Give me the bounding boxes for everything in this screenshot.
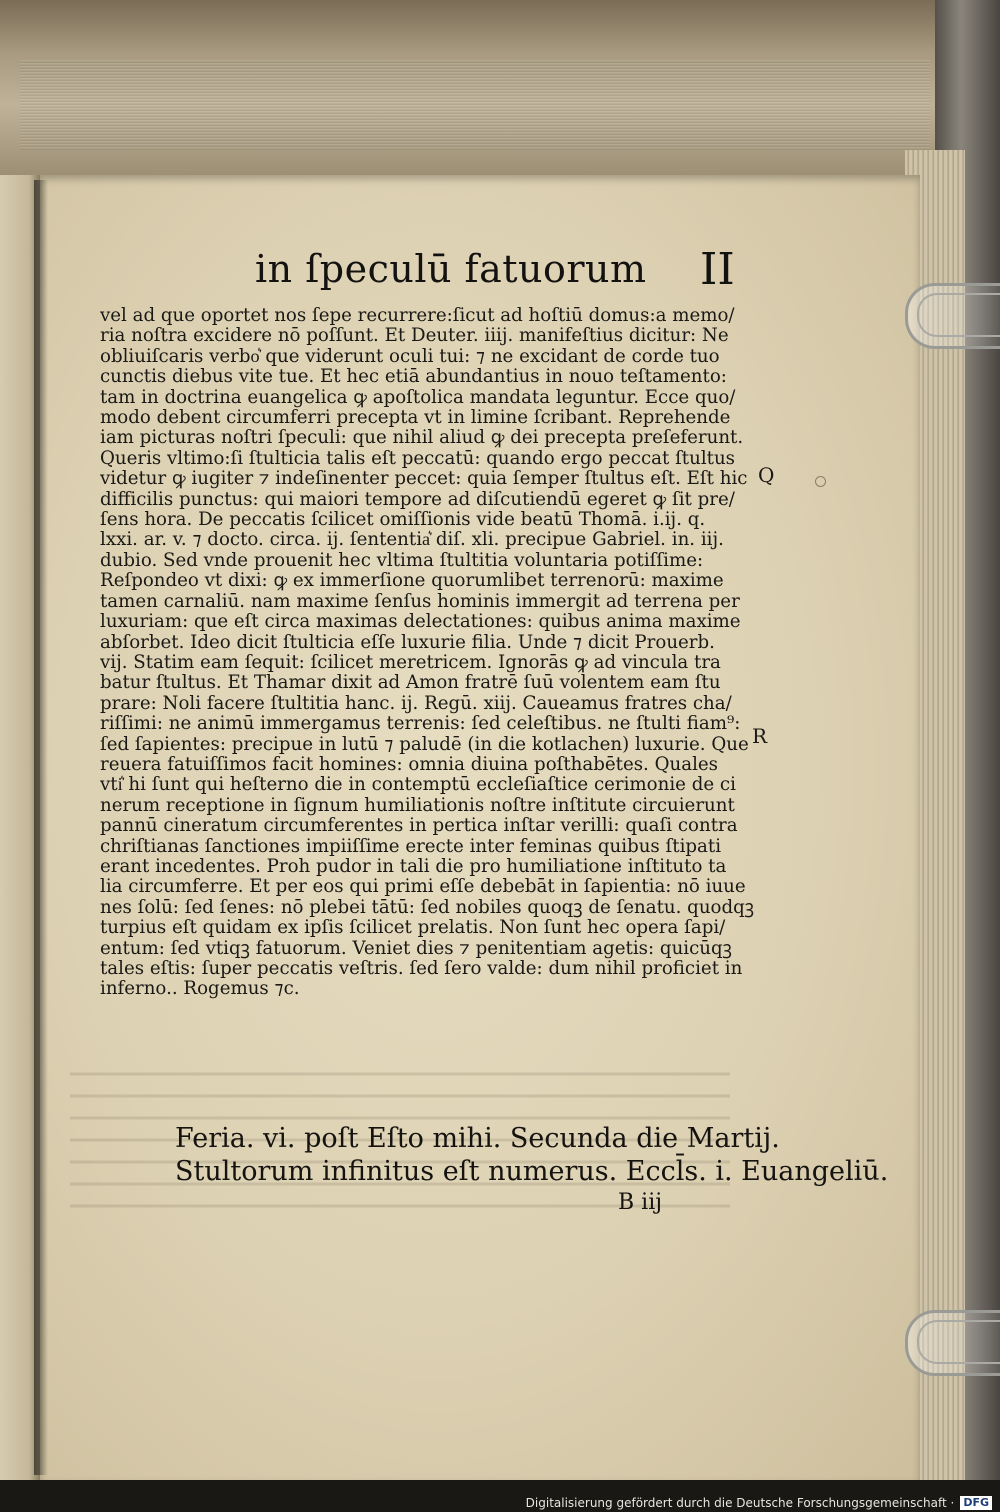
credit-text: Digitalisierung gefördert durch die Deutsche Forschungsgemeinschaft · <box>525 1495 955 1510</box>
text-line: videtur ꝙ iugiter ⁊ indeſinenter peccet: quia ſemper ſtultus eſt. Eſt hic <box>100 469 748 490</box>
text-line: vti͛ hi ſunt qui heſterno die in contemptū eccleſiaſtice cerimonie de ci <box>100 775 736 796</box>
text-line: vij. Statim eam ſequit: ſcilicet meretricem. Ignorās ꝙ ad vincula tra <box>100 652 721 673</box>
text-line: ſens hora. De peccatis ſcilicet omiſſionis vide beatū Thomā. i.ij. q. <box>100 510 706 531</box>
text-line: prare: Noli facere ſtultitia hanc. ij. Regū. xiij. Caueamus fratres cha/ <box>100 693 732 714</box>
text-line: ria noſtra excidere nō poſſunt. Et Deuter. iiij. manifeſtius dicitur: Ne <box>100 326 729 347</box>
running-head-title: in ſpeculū fatuorum <box>255 247 647 291</box>
text-line: entum: ſed vtiqꝫ fatuorum. Veniet dies ⁊ penitentiam agetis: quicūqꝫ <box>100 938 732 959</box>
text-line: Queris vltimo:ſi ſtulticia talis eſt peccatū: quando ergo peccat ſtultus <box>100 448 735 469</box>
text-line: luxuriam: que eſt circa maximas delectationes: quibus anima maxime <box>100 612 741 633</box>
text-line: riſſimi: ne animū immergamus terrenis: ſed celeſtibus. ne ſtulti fiam⁹: <box>100 714 741 735</box>
text-line: tamen carnaliū. nam maxime ſenſus hominis immergit ad terrena per <box>100 591 740 612</box>
clip-inner <box>917 293 1000 337</box>
text-line: difficilis punctus: qui maiori tempore ad diſcutiendū egeret ꝙ ſit pre/ <box>100 489 735 510</box>
text-line: nerum receptione in ſignum humiliationis noſtre inſtitute circuierunt <box>100 795 735 816</box>
signature-mark: B iij <box>618 1190 663 1215</box>
text-line: erant incedentes. Proh pudor in tali die pro humiliatione inſtituto ta <box>100 856 727 877</box>
text-line: Reſpondeo vt dixi: ꝙ ex immerſione quorumlibet terrenorū: maxime <box>100 571 724 592</box>
rubric-line-2: Stultorum infinitus eſt numerus. Eccl̄s. i. Euangeliū. <box>175 1156 889 1187</box>
text-line: lxxi. ar. v. ⁊ docto. circa. ij. ſententia͛ diſ. xli. precipue Gabriel. in. iij. <box>100 530 724 551</box>
page-block-top-edge <box>0 0 960 175</box>
text-line: vel ad que oportet nos ſepe recurrere:ſicut ad hoſtiū domus:a memo/ <box>100 306 735 326</box>
text-line: tales eſtis: ſuper peccatis veſtris. ſed ſero valde: dum nihil proficiet in <box>100 959 743 979</box>
text-line: inferno.. Rogemus ⁊c. <box>100 979 300 1000</box>
paper-hole <box>815 476 826 487</box>
rubric-heading <box>175 1123 888 1187</box>
clip-inner <box>917 1320 1000 1364</box>
text-line: obliuiſcaris verbo͛ que viderunt oculi tui: ⁊ ne excidant de corde tuo <box>100 346 720 367</box>
page-gutter-shadow <box>34 180 48 1475</box>
margin-letter-r: R <box>752 724 768 748</box>
text-line: tam in doctrina euangelica ꝙ apoſtolica mandata leguntur. Ecce quo/ <box>100 387 736 408</box>
text-line: modo debent circumferri precepta vt in limine ſcribant. Reprehende <box>100 408 731 429</box>
text-line: dubio. Sed vnde prouenit hec vltima ſtultitia voluntaria potiſſime: <box>100 550 704 571</box>
page-clip-bottom <box>895 1310 1000 1370</box>
text-line: abſorbet. Ideo dicit ſtulticia eſſe luxurie filia. Unde ⁊ dicit Prouerb. <box>100 632 715 653</box>
running-head-numeral: II <box>700 244 735 295</box>
body-text-block <box>100 306 770 1000</box>
text-line: chriſtianas ſanctiones impiiſſime erecte inter feminas quibus ſtipati <box>100 836 722 857</box>
text-line: nes ſolū: ſed ſenes: nō plebei tātū: ſed nobiles quoqꝫ de ſenatu. quodqꝫ <box>100 897 755 918</box>
page-clip-top <box>895 283 1000 343</box>
text-line: ſed ſapientes: precipue in lutū ⁊ paludē (in die kotlachen) luxurie. Que <box>100 734 749 755</box>
text-line: pannū cineratum circumferentes in pertica inſtar verilli: quaſi contra <box>100 816 738 837</box>
text-line: iam picturas noſtri ſpeculi: que nihil aliud ꝙ dei precepta preſeferunt. <box>100 428 744 449</box>
text-line: reuera fatuiſſimos facit homines: omnia diuina poſthabētes. Quales <box>100 754 718 775</box>
text-line: cunctis diebus vite tue. Et hec etiā abundantius in nouo teſtamento: <box>100 367 727 388</box>
text-line: turpius eſt quidam ex ipſis ſcilicet prelatis. Non ſunt hec opera ſapi/ <box>100 918 726 939</box>
rubric-line-1: Feria. vi. poſt Eſto mihi. Secunda die Martij. <box>175 1123 780 1154</box>
text-line: lia circumferre. Et per eos qui primi eſſe debebāt in ſapientia: nō iuue <box>100 877 746 898</box>
digitization-credit <box>0 1493 1000 1512</box>
text-line: batur ſtultus. Et Thamar dixit ad Amon fratrē ſuū volentem eam ſtu <box>100 673 721 694</box>
margin-letter-q: Q <box>758 463 775 487</box>
dfg-logo: DFG <box>960 1496 992 1510</box>
